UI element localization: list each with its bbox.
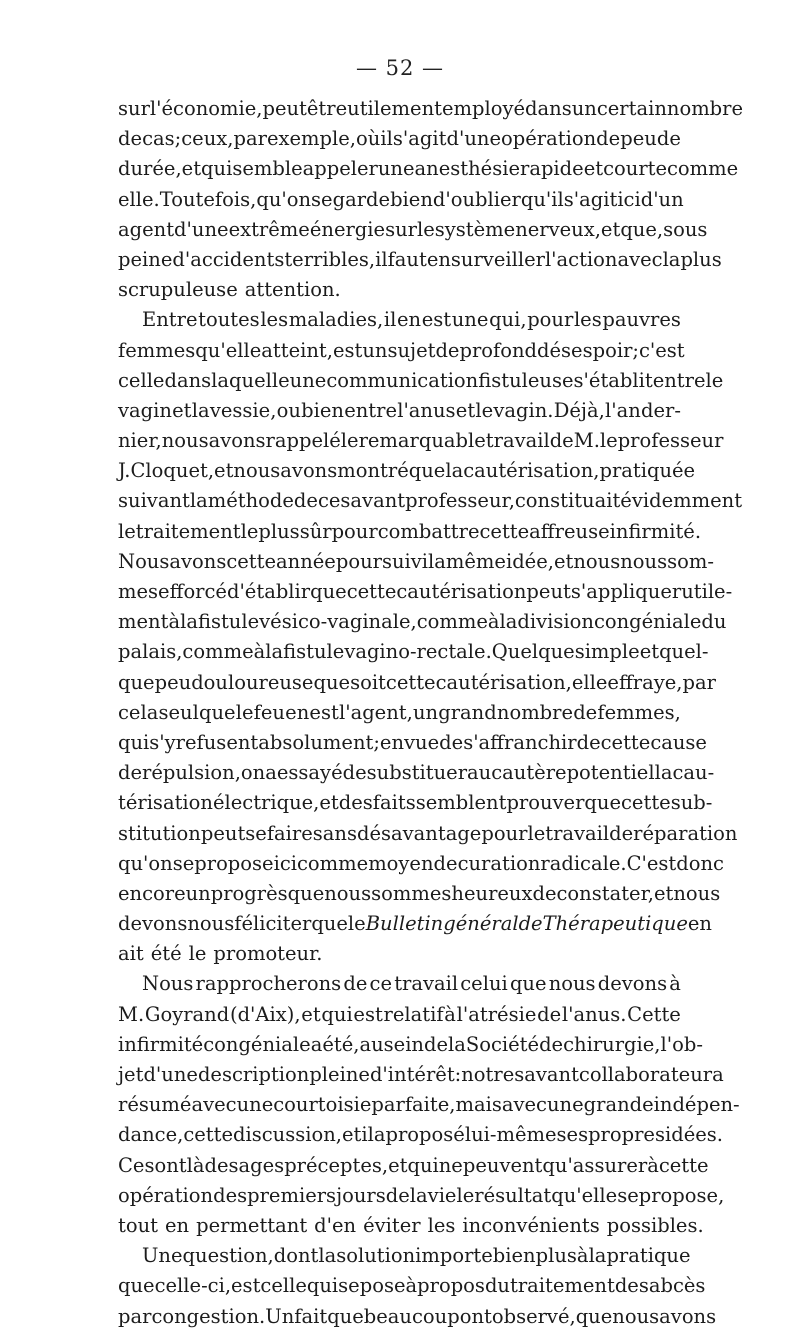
text-line: mes efforcé d'établir que cette cautérisation peut s'appliquer utile- [118, 580, 733, 603]
text-line: devons nous féliciter que le Bulletin général de Thérapeutique en [118, 912, 712, 936]
text-line: qui s'y refusent absolument ; en vue de s'affranchir de cette cause [118, 730, 707, 754]
paragraph [118, 305, 743, 969]
text-line: stitution peut se faire sans désavantage pour le travail de réparation [118, 821, 738, 845]
text-line: dance, cette discussion, et il a proposé lui-même ses propres idées. [118, 1123, 723, 1147]
text-line: J. Cloquet, et nous avons montré que la cautérisation, pratiquée [118, 459, 696, 483]
text-line: palais, comme à la fistule vagino-rectale. Quelque simple et quel- [118, 640, 709, 664]
text-line: Nous avons cette année poursuivi la même idée, et nous nous som- [118, 549, 714, 573]
text-line: de cas ; ceux, par exemple, où il s'agit d'une opération de peu de [118, 127, 681, 151]
text-line: vagin et la vessie, ou bien entre l'anus et le vagin. Déjà, l'an der- [118, 398, 681, 422]
text-line: encore un progrès que nous sommes heureux de constater, et nous [118, 881, 721, 905]
page-number: — 52 — [355, 56, 445, 80]
text-line: nier, nous avons rappelé le remarquable travail de M. le professeur [118, 429, 724, 453]
paragraph [118, 969, 740, 1241]
text-line: elle. Toutefois, qu'on se garde bien d'oublier qu'il s'agit ici d'un [118, 187, 684, 211]
text-line: tout en permettant d'en éviter les inconvénients possibles. [118, 1213, 704, 1237]
text-line: ment à la fistule vésico-vaginale, comme à la division congéniale du [118, 610, 727, 634]
text-line: que peu douloureuse que soit cette cautérisation, elle effraye, par [118, 670, 716, 694]
text-line: résumé avec une courtoisie parfaite, mais avec une grande indépen- [118, 1093, 740, 1117]
body-text [118, 94, 744, 1332]
text-line: ait été le promoteur. [118, 942, 323, 966]
text-line: de répulsion, on a essayé de substituer au cautère potentiel la cau- [118, 761, 715, 785]
text-line: peine d'accidents terribles, il faut en surveiller l'action avec la plus [118, 247, 722, 271]
text-line: opération des premiers jours de la vie le résultat qu'elle se propose, [118, 1183, 725, 1207]
paragraph [118, 1241, 717, 1332]
text-line: le traitement le plus sûr pour combattre cette affreuse infirmité. [118, 519, 702, 543]
text-line: que celle-ci, est celle qui se pose à propos du traitement des abcès [118, 1274, 706, 1298]
text-line: infirmité congéniale a été, au sein de la Société de chirurgie, l'ob- [118, 1032, 703, 1056]
text-line: scrupuleuse attention. [118, 278, 341, 302]
text-line: suivant la méthode de ce savant professeur, constituait évidemment [118, 489, 743, 513]
text-line: sur l'économie, peut être utilement employé dans un certain nombre [118, 97, 744, 120]
text-line: M. Goyrand (d'Aix), et qui est relatif à l'atrésie de l'anus. Cette [118, 1002, 681, 1026]
text-line: femmes qu'elle atteint, est un sujet de profond désespoir ; c'est [118, 338, 685, 362]
text-line: cela seul que le feu en est l'agent, un grand nombre de femmes, [118, 700, 681, 724]
text-line: par congestion. Un fait que beaucoup ont observé, que nous avons [118, 1304, 717, 1328]
text-line: qu'on se propose ici comme moyen de curation radicale. C'est donc [118, 851, 724, 875]
text-line: Entre toutes les maladies, il en est une qui, pour les pauvres [142, 308, 681, 332]
text-line: celle dans laquelle une communication fistuleuse s'établit entre le [118, 368, 724, 392]
text-line: agent d'une extrême énergie sur le système nerveux, et que, sous [118, 217, 708, 241]
text-line: Ce sont là de sages préceptes, et qui ne peuvent qu'assurer à cette [118, 1153, 709, 1177]
text-line: térisation électrique, et des faits semblent prouver que cette sub- [118, 791, 713, 815]
text-line: Nous rapprocherons de ce travail celui que nous devons à [142, 972, 681, 996]
text-line: Une question, dont la solution importe bien plus à la pratique [142, 1244, 691, 1268]
text-line: jet d'une description pleine d'intérêt : notre savant collaborateur a [118, 1063, 724, 1086]
text-line: durée, et qui semble appeler une anesthésie rapide et courte comme [118, 157, 739, 181]
paragraph [118, 94, 744, 305]
